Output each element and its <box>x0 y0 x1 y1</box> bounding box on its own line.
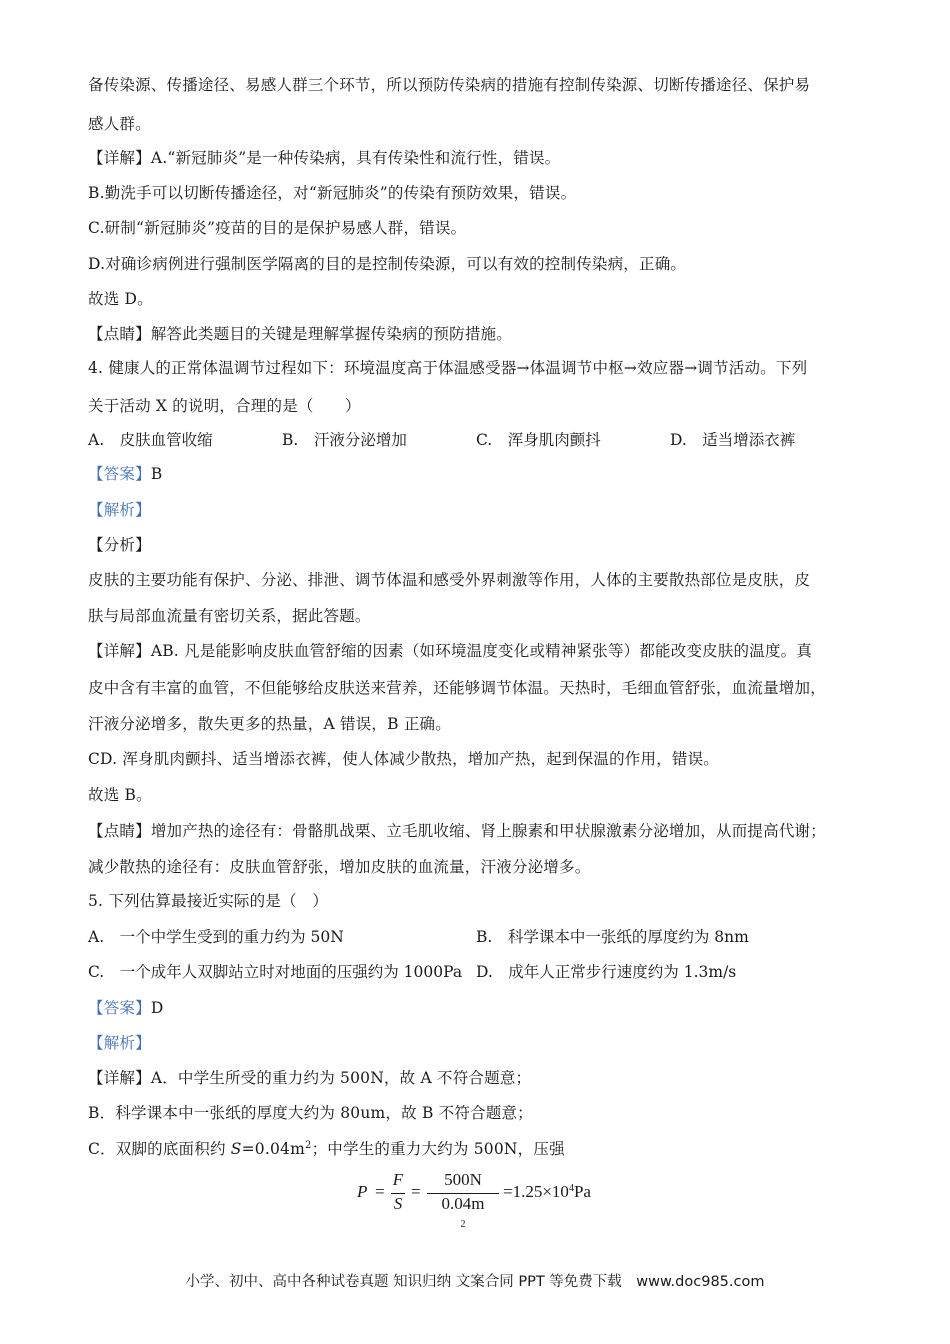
text-line: 皮肤的主要功能有保护、分泌、排泄、调节体温和感受外界刺激等作用，人体的主要散热部位是皮肤，皮 <box>88 571 811 589</box>
question-5-options-row-1 <box>88 926 878 948</box>
analysis-heading: 【解析】 <box>88 501 151 519</box>
text-line: D.对确诊病例进行强制医学隔离的目的是控制传染源，可以有效的控制传染病，正确。 <box>88 255 687 273</box>
detail-tag: 【详解】 <box>88 149 151 167</box>
option-b: B. 科学课本中一张纸的厚度约为 8nm <box>476 928 749 946</box>
text-line: CD. 浑身肌肉颤抖、适当增添衣裤，使人体减少散热，增加产热，起到保温的作用，错误。 <box>88 750 719 768</box>
comment-line: 【点睛】增加产热的途径有：骨骼肌战栗、立毛肌收缩、肾上腺素和甲状腺激素分泌增加，从而提高代谢； <box>88 822 826 840</box>
answer-line <box>88 997 878 1019</box>
analysis-tag-line: 【分析】 <box>88 536 151 554</box>
question-4-line: 4. 健康人的正常体温调节过程如下：环境温度高于体温感受器→体温调节中枢→效应器→调节活动。下列 <box>88 359 808 377</box>
text-line: 故选 B。 <box>88 786 152 804</box>
option-a: A. 一个中学生受到的重力约为 50N <box>88 928 344 946</box>
pressure-formula: P = F S = 500N 0.04m $^2$ $=1.25\times 10^4Pa$ <box>357 1170 591 1230</box>
option-a: A. 皮肤血管收缩 <box>88 431 213 449</box>
text-line: C.研制“新冠肺炎”疫苗的目的是保护易感人群，错误。 <box>88 219 467 237</box>
formula-fraction-1: F S <box>392 1170 404 1213</box>
text-line: 故选 D。 <box>88 290 153 308</box>
question-5-options-row-2 <box>88 961 878 983</box>
option-c: C. 一个成年人双脚站立时对地面的压强约为 1000Pa <box>88 963 463 981</box>
text-line: C．双脚的底面积约 $S=0.04m^2$；中学生的重力大约为 500N，压强 <box>88 1140 565 1158</box>
detail-line: 【详解】A.“新冠肺炎”是一种传染病，具有传染性和流行性，错误。 <box>88 149 561 167</box>
answer-value: B <box>150 465 163 483</box>
question-4-line: 关于活动 X 的说明，合理的是（ ） <box>88 397 361 415</box>
answer-line <box>88 463 878 485</box>
text-line: 汗液分泌增多，散失更多的热量，A 错误，B 正确。 <box>88 715 451 733</box>
formula-result: $=1.25\times 10^4Pa$ <box>503 1182 591 1201</box>
answer-tag: 【答案】 <box>88 999 151 1017</box>
option-d: D. 成年人正常步行速度约为 1.3m/s <box>476 963 737 981</box>
text-line: B.勤洗手可以切断传播途径，对“新冠肺炎”的传染有预防效果，错误。 <box>88 184 577 202</box>
detail-line: 【详解】A．中学生所受的重力约为 500N，故 A 不符合题意； <box>88 1069 532 1087</box>
detail-line: 【详解】AB. 凡是能影响皮肤血管舒缩的因素（如环境温度变化或精神紧张等）都能改变皮肤的温度。真 <box>88 642 813 660</box>
comment-line: 【点睛】解答此类题目的关键是理解掌握传染病的预防措施。 <box>88 325 512 343</box>
option-c: C. 浑身肌肉颤抖 <box>476 431 601 449</box>
text-line: 备传染源、传播途径、易感人群三个环节，所以预防传染病的措施有控制传染源、切断传播途径、保护易 <box>88 76 811 94</box>
option-d: D. 适当增添衣裤 <box>670 431 796 449</box>
text-line: 减少散热的途径有：皮肤血管舒张，增加皮肤的血流量，汗液分泌增多。 <box>88 858 591 876</box>
formula-lhs: P <box>357 1182 368 1201</box>
comment-tag: 【点睛】 <box>88 325 151 343</box>
text-line: 感人群。 <box>88 115 151 133</box>
formula-fraction-2: 500N 0.04m $^2$ <box>441 1170 485 1230</box>
answer-tag: 【答案】 <box>88 465 151 483</box>
question-5-line: 5. 下列估算最接近实际的是（ ） <box>88 892 329 910</box>
page-footer: 小学、初中、高中各种试卷真题 知识归纳 文案合同 PPT 等免费下载 www.doc985.com <box>185 1274 765 1290</box>
text-line: 肤与局部血流量有密切关系，据此答题。 <box>88 607 371 625</box>
option-b: B. 汗液分泌增加 <box>282 431 407 449</box>
text-line: B．科学课本中一张纸的厚度大约为 80um，故 B 不符合题意； <box>88 1104 533 1122</box>
question-4-options <box>88 429 878 451</box>
analysis-heading: 【解析】 <box>88 1034 151 1052</box>
answer-value: D <box>150 999 164 1017</box>
text-line: 皮中含有丰富的血管，不但能够给皮肤送来营养，还能够调节体温。天热时，毛细血管舒张，血流量增加， <box>88 679 826 697</box>
